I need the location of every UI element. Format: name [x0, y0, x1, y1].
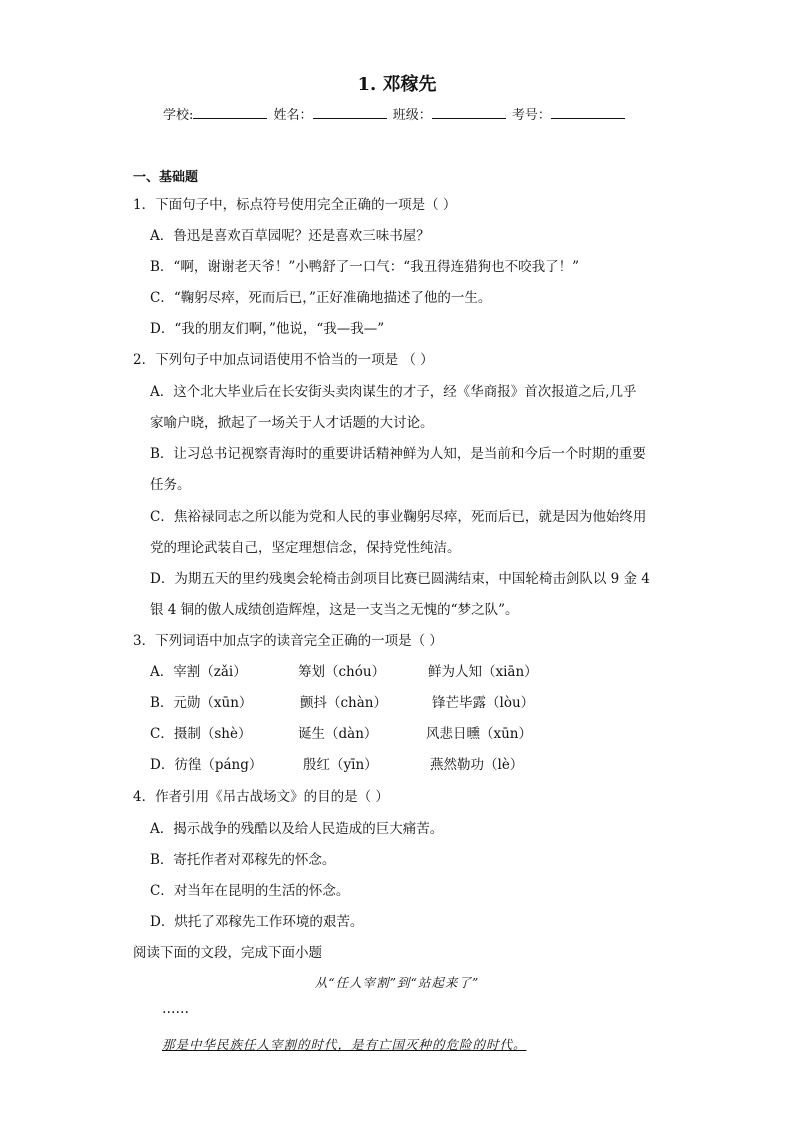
q4-option-d: D．烘托了邓稼先工作环境的艰苦。: [150, 914, 364, 930]
q2-option-c-line1: C．焦裕禄同志之所以能为党和人民的事业鞠躬尽瘁，死而后已，就是因为他始终用: [150, 509, 647, 525]
q3-option-a-word3: 鲜为人知（xiān）: [428, 664, 538, 680]
q3-option-d-word2: 殷红（yīn）: [303, 757, 378, 773]
q2-stem: 2．下列句子中加点词语使用不恰当的一项是 （ ）: [133, 352, 434, 368]
passage-ellipsis: ……: [162, 1001, 189, 1017]
q3-option-a-word2: 筹划（chóu）: [298, 664, 386, 680]
q4-option-b: B．寄托作者对邓稼先的怀念。: [150, 852, 336, 868]
q2-option-a-line1: A．这个北大毕业后在长安街头卖肉谋生的才子，经《华商报》首次报道之后,几乎: [150, 384, 637, 400]
q3-option-c-word1: C．摄制（shè）: [150, 726, 252, 742]
q4-stem: 4．作者引用《吊古战场文》的目的是（ ）: [133, 789, 389, 805]
q3-stem: 3．下列词语中加点字的读音完全正确的一项是（ ）: [133, 633, 443, 649]
q1-option-b: B．“啊，谢谢老天爷！”小鸭舒了一口气：“我丑得连猎狗也不咬我了！”: [150, 259, 580, 275]
q1-option-c: C．“鞠躬尽瘁，死而后已，”正好准确地描述了他的一生。: [150, 290, 492, 306]
q2-option-d-line2: 银 4 铜的傲人成绩创造辉煌，这是一支当之无愧的“梦之队”。: [150, 602, 519, 618]
id-blank[interactable]: [551, 105, 625, 119]
id-label: 考号：: [511, 108, 551, 123]
q2-option-b-line1: B．让习总书记视察青海时的重要讲话精神鲜为人知，是当前和今后一个时期的重要: [150, 446, 646, 462]
name-label: 姓名：: [273, 108, 313, 123]
q3-option-d-word3: 燕然勒功（lè）: [430, 757, 524, 773]
q3-option-b-word3: 锋芒毕露（lòu）: [432, 695, 535, 711]
passage-title: 从“任人宰割”到“站起来了”: [314, 975, 480, 990]
q2-option-b-line2: 任务。: [150, 477, 191, 493]
q1-option-a: A．鲁迅是喜欢百草园呢？还是喜欢三味书屋？: [150, 228, 430, 244]
q1-stem: 1．下面句子中，标点符号使用完全正确的一项是（ ）: [133, 197, 457, 213]
q3-option-b-word2: 颤抖（chàn）: [300, 695, 387, 711]
school-label: 学校:: [163, 108, 194, 123]
section-title: 一、基础题: [133, 170, 199, 185]
class-label: 班级：: [392, 108, 432, 123]
reading-instruction: 阅读下面的文段，完成下面小题: [133, 945, 322, 961]
q2-option-d-line1: D．为期五天的里约残奥会轮椅击剑项目比赛已圆满结束，中国轮椅击剑队以 9 金 4: [150, 571, 650, 587]
page-title: 1. 邓稼先: [357, 74, 437, 95]
q1-option-d: D．“我的朋友们啊，”他说，“我—我—”: [150, 321, 385, 337]
student-info-line: [163, 104, 627, 123]
q3-option-c-word3: 风悲日曛（xūn）: [426, 726, 533, 742]
q2-option-a-line2: 家喻户晓，掀起了一场关于人才话题的大讨论。: [150, 415, 434, 431]
q3-option-c-word2: 诞生（dàn）: [298, 726, 378, 742]
q4-option-a: A．揭示战争的残酷以及给人民造成的巨大痛苦。: [150, 821, 444, 837]
school-blank[interactable]: [193, 105, 267, 119]
q3-option-d-word1: D．彷徨（páng）: [150, 757, 263, 773]
q4-option-c: C．对当年在昆明的生活的怀念。: [150, 883, 350, 899]
name-blank[interactable]: [313, 105, 387, 119]
class-blank[interactable]: [432, 105, 506, 119]
q2-option-c-line2: 党的理论武装自己，坚定理想信念，保持党性纯洁。: [150, 540, 461, 556]
passage-text: 那是中华民族任人宰割的时代，是有亡国灭种的危险的时代。: [162, 1037, 527, 1052]
q3-option-b-word1: B．元勋（xūn）: [150, 695, 253, 711]
q3-option-a-word1: A．宰割（zǎi）: [150, 664, 247, 680]
